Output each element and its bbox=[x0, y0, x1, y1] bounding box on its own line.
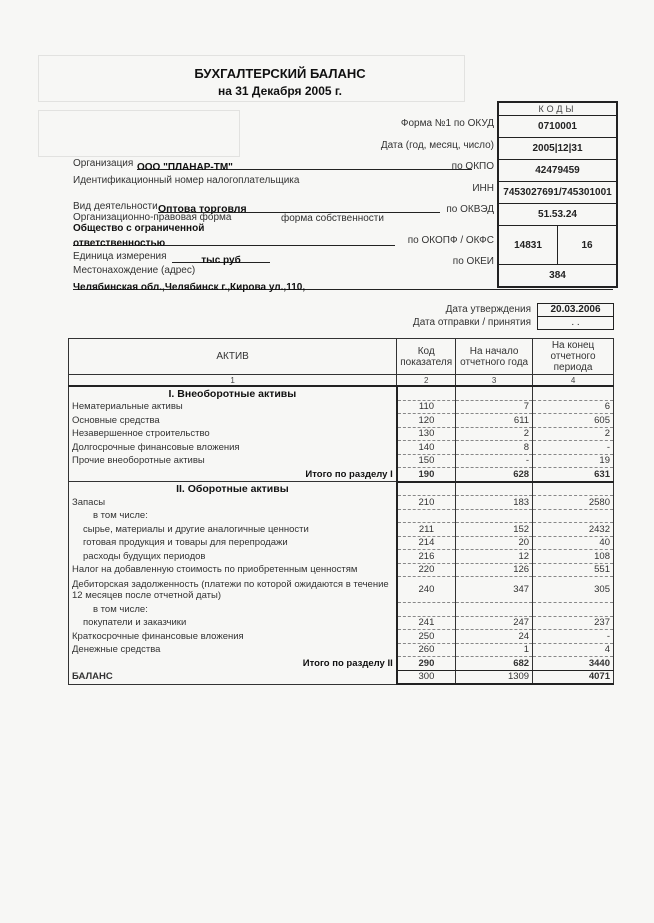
unit-value: тыс руб bbox=[201, 255, 241, 266]
okud-code: 0710001 bbox=[499, 115, 616, 137]
row-code: 120 bbox=[397, 414, 456, 428]
row-start: 152 bbox=[456, 523, 533, 537]
row-code: 214 bbox=[397, 536, 456, 550]
row-code: 260 bbox=[397, 643, 456, 657]
row-end: 6 bbox=[533, 400, 614, 414]
row-start bbox=[456, 509, 533, 523]
row-end: 4071 bbox=[533, 670, 614, 684]
row-code: 140 bbox=[397, 441, 456, 455]
column-index: 1 bbox=[69, 375, 397, 387]
table-row bbox=[69, 509, 614, 523]
row-start: 1309 bbox=[456, 670, 533, 684]
codes-header: КОДЫ bbox=[538, 104, 577, 114]
unit-line bbox=[172, 250, 270, 266]
row-name: Запасы bbox=[69, 496, 397, 510]
legal-form-label: Организационно-правовая форма bbox=[73, 212, 232, 223]
legal-form-value-1: Общество с ограниченной bbox=[73, 223, 205, 234]
unit-label: Единица измерения bbox=[73, 251, 167, 262]
inn-label: ИНН bbox=[472, 183, 494, 194]
date-label: Дата (год, месяц, число) bbox=[380, 140, 494, 151]
section-1-rows bbox=[69, 400, 614, 468]
activity-label: Вид деятельности bbox=[73, 201, 158, 212]
row-name: Итого по разделу II bbox=[69, 657, 397, 671]
row-code: 211 bbox=[397, 523, 456, 537]
table-row bbox=[69, 536, 614, 550]
row-name: в том числе: bbox=[69, 509, 397, 523]
document-title: БУХГАЛТЕРСКИЙ БАЛАНС bbox=[194, 66, 366, 81]
row-code: 190 bbox=[397, 468, 456, 482]
row-name: готовая продукция и товары для перепродажи bbox=[69, 536, 397, 550]
row-name: БАЛАНС bbox=[69, 670, 397, 684]
table-row bbox=[69, 414, 614, 428]
legal-form-value-2: ответственностью bbox=[73, 238, 166, 249]
row-code: 130 bbox=[397, 427, 456, 441]
table-row bbox=[69, 523, 614, 537]
row-start: 628 bbox=[456, 468, 533, 482]
column-index-row bbox=[69, 375, 614, 387]
row-name: сырье, материалы и другие аналогичные ценности bbox=[69, 523, 397, 537]
table-row bbox=[69, 400, 614, 414]
approval-date-label: Дата утверждения bbox=[445, 304, 531, 315]
header-code: Код показателя bbox=[397, 339, 456, 375]
row-end: 40 bbox=[533, 536, 614, 550]
section-row bbox=[69, 386, 614, 400]
balance-table bbox=[68, 338, 614, 685]
table-row bbox=[69, 454, 614, 468]
row-code bbox=[397, 603, 456, 617]
row-name: расходы будущих периодов bbox=[69, 550, 397, 564]
row-end: 108 bbox=[533, 550, 614, 564]
activity-value: Оптова торговля bbox=[158, 203, 247, 215]
row-start: 347 bbox=[456, 577, 533, 603]
header-start: На начало отчетного года bbox=[456, 339, 533, 375]
sent-date: . . bbox=[537, 316, 614, 330]
inn-caption: Идентификационный номер налогоплательщика bbox=[73, 175, 300, 186]
row-name: Нематериальные активы bbox=[69, 400, 397, 414]
table-row bbox=[69, 550, 614, 564]
org-name-line bbox=[137, 157, 472, 173]
date-code: 2005|12|31 bbox=[499, 137, 616, 159]
row-name: Долгосрочные финансовые вложения bbox=[69, 441, 397, 455]
row-end: 4 bbox=[533, 643, 614, 657]
header-end: На конец отчетного периода bbox=[533, 339, 614, 375]
okopf-label: по ОКОПФ / ОКФС bbox=[407, 235, 494, 246]
row-end: 605 bbox=[533, 414, 614, 428]
row-name: Денежные средства bbox=[69, 643, 397, 657]
row-name: Основные средства bbox=[69, 414, 397, 428]
section-2-title: II. Оборотные активы bbox=[69, 482, 397, 496]
row-start: 682 bbox=[456, 657, 533, 671]
row-code bbox=[397, 509, 456, 523]
table-row bbox=[69, 441, 614, 455]
table-row bbox=[69, 577, 614, 603]
okved-label: по ОКВЭД bbox=[446, 204, 494, 215]
row-end: 2 bbox=[533, 427, 614, 441]
row-code: 241 bbox=[397, 616, 456, 630]
row-end: 237 bbox=[533, 616, 614, 630]
activity-line bbox=[158, 199, 440, 213]
row-code: 300 bbox=[397, 670, 456, 684]
section-1-title: I. Внеоборотные активы bbox=[69, 386, 397, 400]
address-value: Челябинская обл.,Челябинск г.,Кирова ул.,110, bbox=[73, 282, 306, 293]
row-code: 150 bbox=[397, 454, 456, 468]
legal-form-line bbox=[73, 233, 395, 249]
row-name: Налог на добавленную стоимость по приобретенным ценностям bbox=[69, 563, 397, 577]
section-row bbox=[69, 482, 614, 496]
address-line bbox=[73, 277, 613, 293]
okved-code: 51.53.24 bbox=[499, 203, 616, 225]
table-row-balance bbox=[69, 670, 614, 684]
org-label: Организация bbox=[73, 158, 134, 169]
row-end bbox=[533, 603, 614, 617]
row-start: 20 bbox=[456, 536, 533, 550]
row-code: 216 bbox=[397, 550, 456, 564]
row-start: 183 bbox=[456, 496, 533, 510]
inn-code: 7453027691/745301001 bbox=[499, 181, 616, 203]
column-index: 4 bbox=[533, 375, 614, 387]
row-start: 247 bbox=[456, 616, 533, 630]
row-start: 1 bbox=[456, 643, 533, 657]
table-row bbox=[69, 496, 614, 510]
row-start: 12 bbox=[456, 550, 533, 564]
row-start: 2 bbox=[456, 427, 533, 441]
row-start: 611 bbox=[456, 414, 533, 428]
row-code: 290 bbox=[397, 657, 456, 671]
section-2-rows bbox=[69, 496, 614, 657]
row-name: Краткосрочные финансовые вложения bbox=[69, 630, 397, 644]
address-label: Местонахождение (адрес) bbox=[73, 265, 196, 276]
table-row bbox=[69, 427, 614, 441]
okopf-code: 14831 bbox=[514, 239, 542, 251]
header-asset: АКТИВ bbox=[69, 339, 397, 375]
row-end: 631 bbox=[533, 468, 614, 482]
column-index: 3 bbox=[456, 375, 533, 387]
okud-label: Форма №1 по ОКУД bbox=[400, 118, 494, 129]
row-name: Дебиторская задолженность (платежи по которой ожидаются в течение 12 месяцев после отчетной даты) bbox=[69, 577, 397, 603]
table-row-total bbox=[69, 468, 614, 482]
row-start: 126 bbox=[456, 563, 533, 577]
table-row bbox=[69, 630, 614, 644]
row-end bbox=[533, 509, 614, 523]
row-start: 24 bbox=[456, 630, 533, 644]
row-code: 210 bbox=[397, 496, 456, 510]
org-name: ООО "ПЛАНАР-ТМ" bbox=[137, 162, 233, 173]
okei-label: по ОКЕИ bbox=[452, 256, 494, 267]
row-name: Незавершенное строительство bbox=[69, 427, 397, 441]
row-end: 2432 bbox=[533, 523, 614, 537]
row-name: в том числе: bbox=[69, 603, 397, 617]
row-end: - bbox=[533, 630, 614, 644]
table-row bbox=[69, 616, 614, 630]
row-start: - bbox=[456, 454, 533, 468]
row-code: 250 bbox=[397, 630, 456, 644]
row-name: Итого по разделу I bbox=[69, 468, 397, 482]
approval-date: 20.03.2006 bbox=[537, 303, 614, 317]
bleed-through-table bbox=[38, 110, 240, 157]
row-start: 8 bbox=[456, 441, 533, 455]
row-code: 220 bbox=[397, 563, 456, 577]
column-index: 2 bbox=[397, 375, 456, 387]
row-end: 305 bbox=[533, 577, 614, 603]
sent-date-label: Дата отправки / принятия bbox=[412, 317, 531, 328]
table-row bbox=[69, 603, 614, 617]
okpo-label: по ОКПО bbox=[451, 161, 494, 172]
row-name: Прочие внеоборотные активы bbox=[69, 454, 397, 468]
row-name: покупатели и заказчики bbox=[69, 616, 397, 630]
row-start: 7 bbox=[456, 400, 533, 414]
row-end: 3440 bbox=[533, 657, 614, 671]
okopf-okfs-row bbox=[499, 225, 616, 264]
row-code: 110 bbox=[397, 400, 456, 414]
okei-code: 384 bbox=[499, 264, 616, 286]
codes-box bbox=[497, 101, 618, 288]
okpo-code: 42479459 bbox=[499, 159, 616, 181]
row-end: - bbox=[533, 441, 614, 455]
table-row bbox=[69, 563, 614, 577]
row-end: 19 bbox=[533, 454, 614, 468]
row-code: 240 bbox=[397, 577, 456, 603]
table-row bbox=[69, 643, 614, 657]
row-start bbox=[456, 603, 533, 617]
okfs-code: 16 bbox=[557, 226, 616, 264]
row-end: 551 bbox=[533, 563, 614, 577]
table-row-total bbox=[69, 657, 614, 671]
ownership-label: форма собственности bbox=[281, 213, 384, 224]
table-header-row bbox=[69, 339, 614, 375]
row-end: 2580 bbox=[533, 496, 614, 510]
document-subtitle: на 31 Декабря 2005 г. bbox=[217, 84, 343, 98]
